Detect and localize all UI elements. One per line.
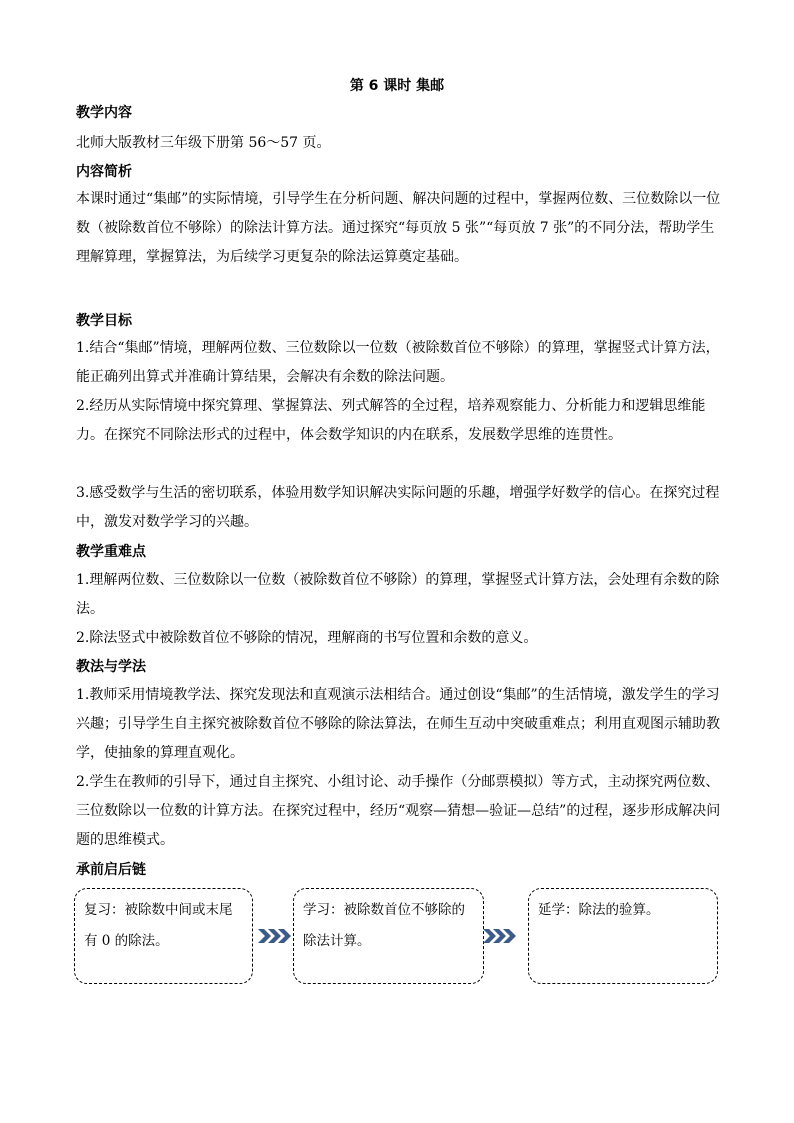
heading-continuity-chain: 承前启后链 (76, 862, 146, 878)
double-chevron-right-icon (256, 927, 292, 949)
chain-box-learn: 学习：被除数首位不够除的除法计算。 (293, 888, 484, 984)
paragraph-content-analysis: 本课时通过“集邮”的实际情境，引导学生在分析问题、解决问题的过程中，掌握两位数、三位数除以一位数（被除数首位不够除）的除法计算方法。通过探究“每页放 5 张”“每页放 7 张”的不同分法，帮助学生理解算理，掌握算法，为后续学习更复杂的除法运算奠定基础。 (76, 191, 721, 265)
lesson-title: 第 6 课时 集邮 (349, 78, 445, 94)
chain-box-extend: 延学：除法的验算。 (528, 888, 718, 984)
continuity-chain-diagram (74, 888, 720, 988)
paragraph-goal-3: 3.感受数学与生活的密切联系，体验用数学知识解决实际问题的乐趣，增强学好数学的信心。在探究过程中，激发对数学学习的兴趣。 (76, 485, 720, 530)
paragraph-goal-1: 1.结合“集邮”情境，理解两位数、三位数除以一位数（被除数首位不够除）的算理，掌握竖式计算方法，能正确列出算式并准确计算结果，会解决有余数的除法问题。 (76, 340, 720, 385)
paragraph-teaching-content: 北师大版教材三年级下册第 56～57 页。 (76, 135, 331, 151)
heading-teaching-goals: 教学目标 (76, 313, 132, 329)
heading-key-difficulties: 教学重难点 (76, 544, 146, 560)
heading-methods: 教法与学法 (76, 659, 146, 675)
paragraph-method-1: 1.教师采用情境教学法、探究发现法和直观演示法相结合。通过创设“集邮”的生活情境，激发学生的学习兴趣；引导学生自主探究被除数首位不够除的除法算法，在师生互动中突破重难点；利用直观图示辅助教学，使抽象的算理直观化。 (76, 687, 720, 761)
double-chevron-right-icon (481, 927, 517, 949)
chain-box-review: 复习：被除数中间或末尾有 0 的除法。 (74, 888, 253, 984)
paragraph-difficulty-1: 1.理解两位数、三位数除以一位数（被除数首位不够除）的算理，掌握竖式计算方法，会处理有余数的除法。 (76, 572, 720, 617)
heading-teaching-content: 教学内容 (76, 105, 132, 121)
paragraph-goal-2: 2.经历从实际情境中探究算理、掌握算法、列式解答的全过程，培养观察能力、分析能力和逻辑思维能力。在探究不同除法形式的过程中，体会数学知识的内在联系，发展数学思维的连贯性。 (76, 398, 706, 443)
heading-content-analysis: 内容简析 (76, 164, 132, 180)
paragraph-method-2: 2.学生在教师的引导下，通过自主探究、小组讨论、动手操作（分邮票模拟）等方式，主动探究两位数、三位数除以一位数的计算方法。在探究过程中，经历“观察—猜想—验证—总结”的过程，逐步形成解决问题的思维模式。 (76, 774, 721, 848)
paragraph-difficulty-2: 2.除法竖式中被除数首位不够除的情况，理解商的书写位置和余数的意义。 (76, 630, 538, 646)
